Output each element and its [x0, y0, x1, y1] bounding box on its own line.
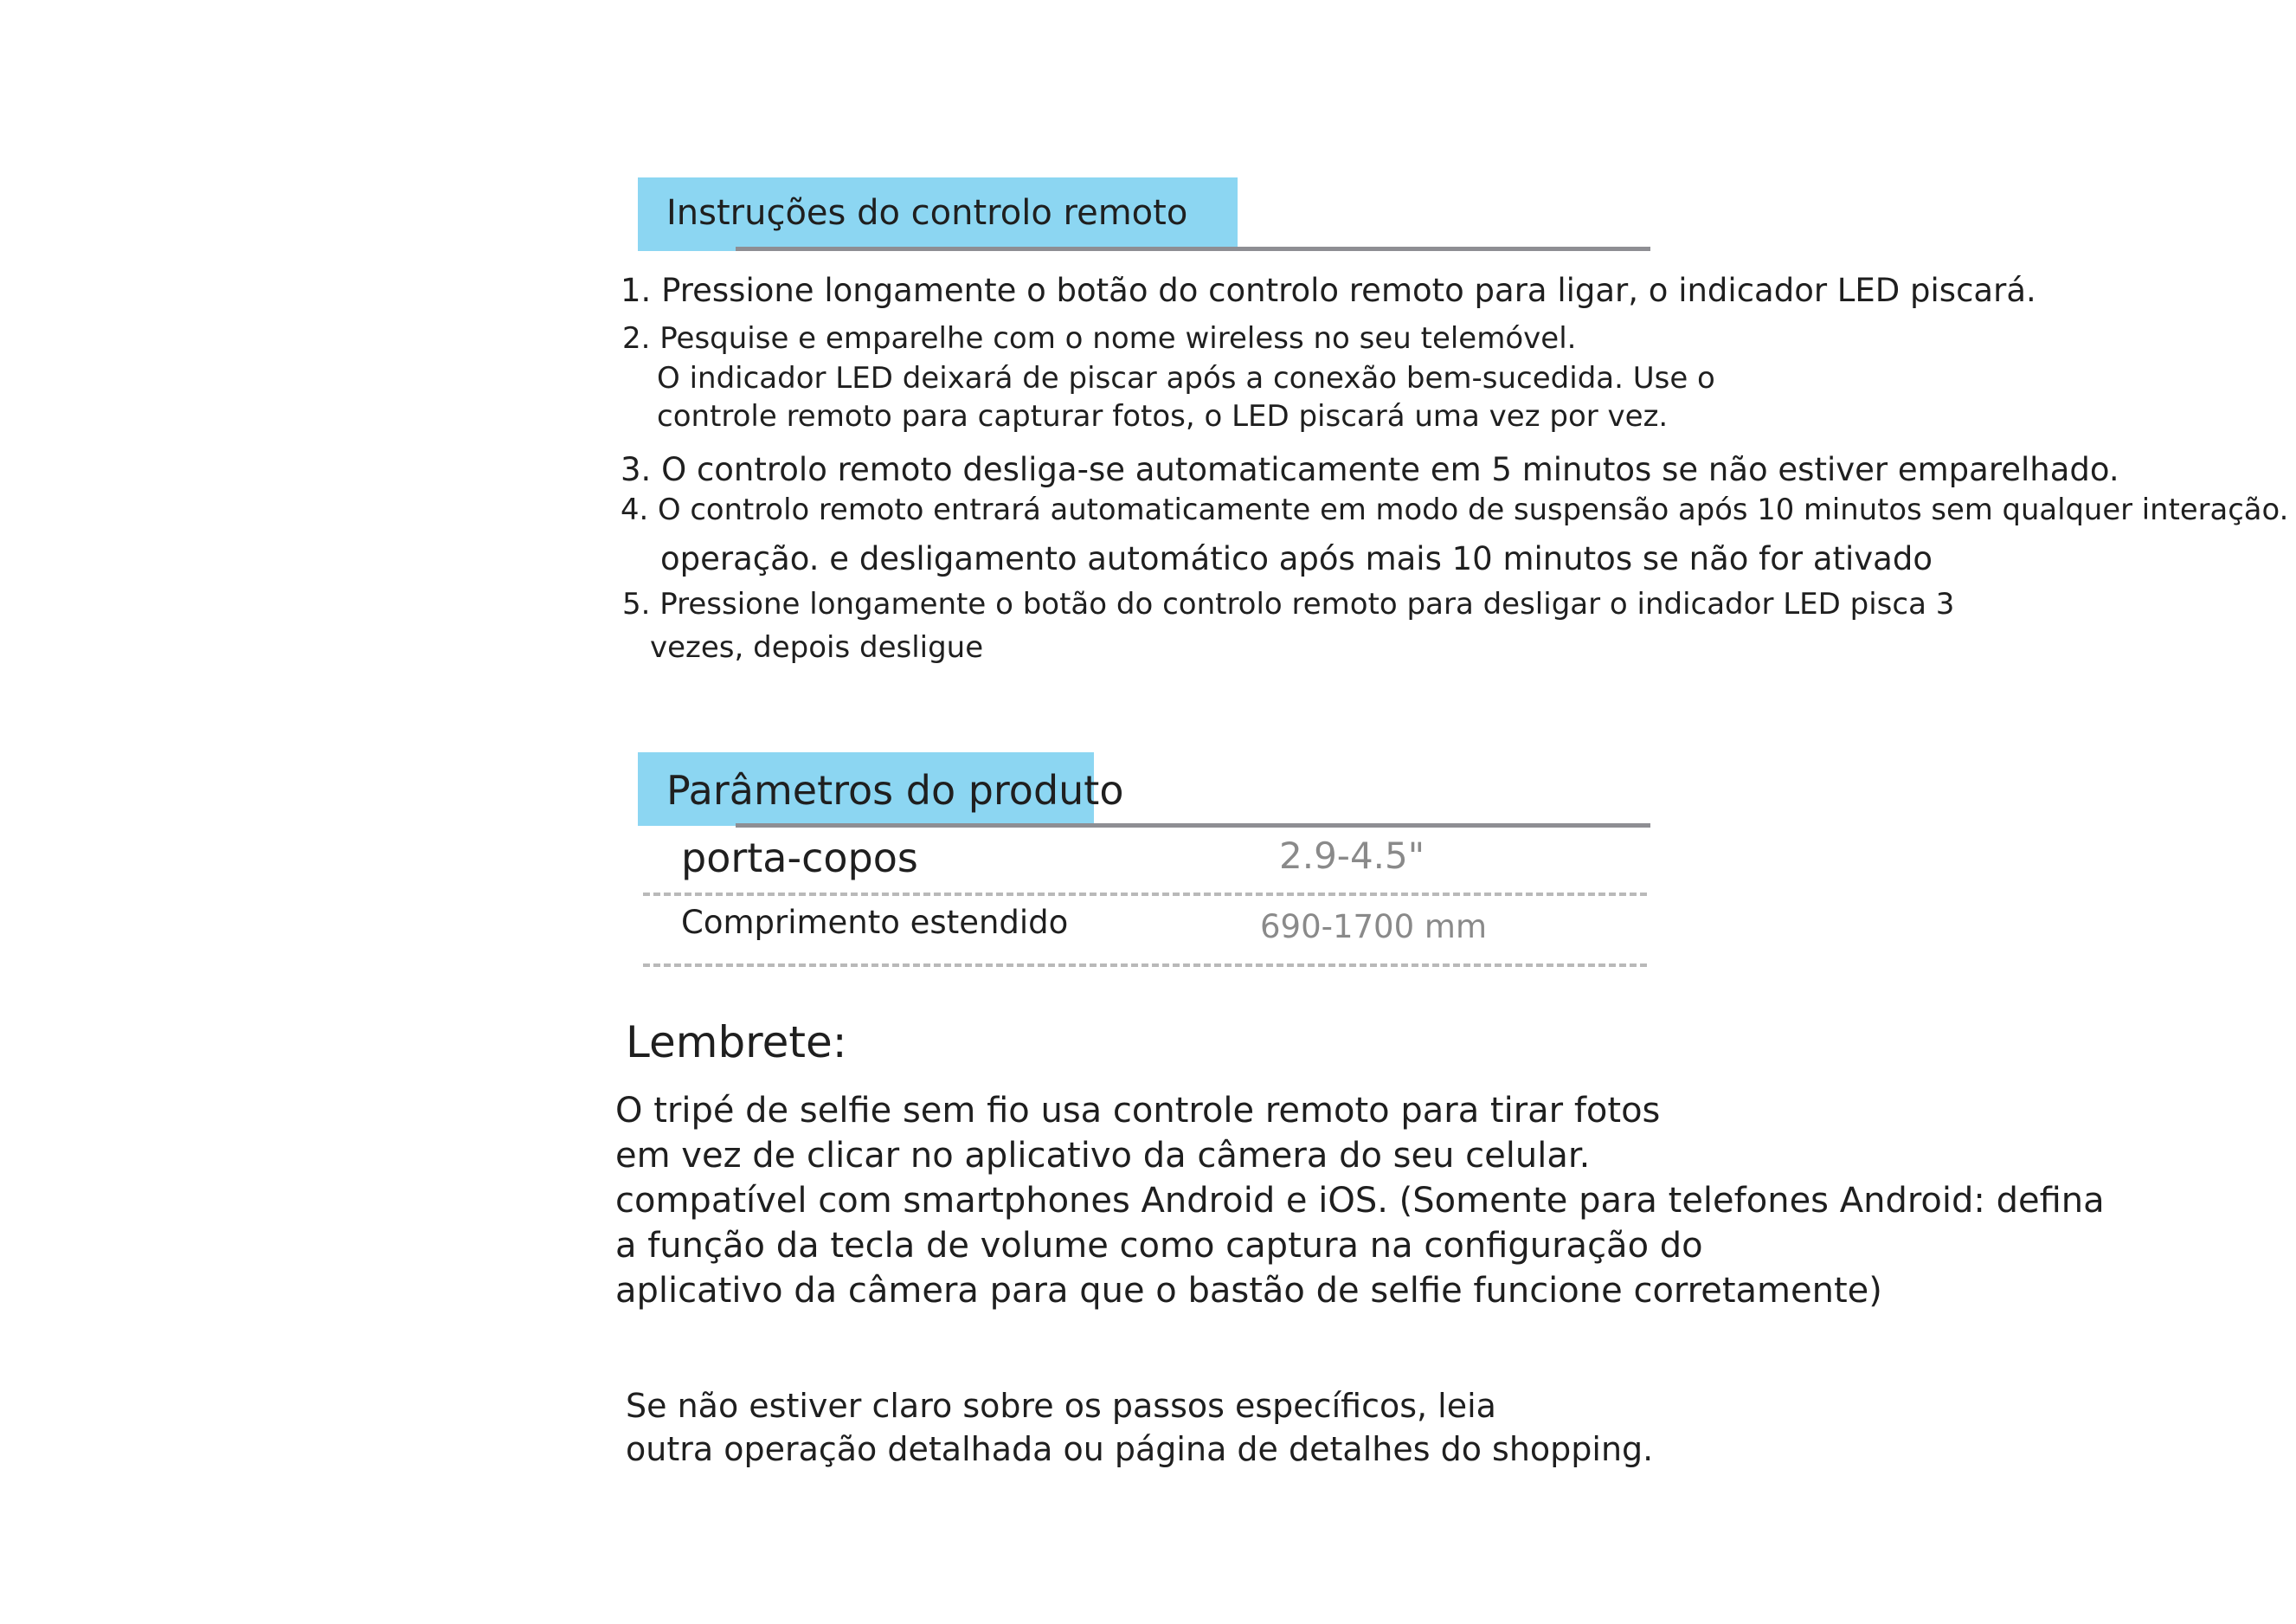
- instruction-item-3: 3. O controlo remoto desliga-se automaticamente em 5 minutos se não estiver emparelhado.: [621, 451, 2119, 488]
- instruction-item-4-line-2: operação. e desligamento automático após mais 10 minutos se não for ativado: [660, 540, 1933, 577]
- instructions-header-bar: [638, 177, 1238, 251]
- instructions-header-title: Instruções do controlo remoto: [666, 193, 1188, 233]
- param-value-cup-holder: 2.9-4.5": [1279, 835, 1425, 877]
- param-label-cup-holder: porta-copos: [681, 835, 918, 881]
- parameters-header-title: Parâmetros do produto: [666, 767, 1124, 814]
- instructions-header-rule: [736, 247, 1650, 251]
- instruction-item-2-line-2: O indicador LED deixará de piscar após a conexão bem-sucedida. Use o: [657, 361, 1715, 396]
- param-divider-1: [643, 893, 1647, 896]
- reminder-line-4: a função da tecla de volume como captura na configuração do: [615, 1226, 1703, 1266]
- instruction-item-5-line-2: vezes, depois desligue: [650, 630, 984, 665]
- note-line-1: Se não estiver claro sobre os passos específicos, leia: [626, 1387, 1496, 1425]
- instruction-item-5: 5. Pressione longamente o botão do controlo remoto para desligar o indicador LED pisca 3: [622, 587, 1955, 622]
- param-divider-2: [643, 963, 1647, 967]
- param-label-extended-length: Comprimento estendido: [681, 904, 1069, 941]
- reminder-line-1: O tripé de selfie sem fio usa controle remoto para tirar fotos: [615, 1091, 1661, 1131]
- parameters-header-rule: [736, 823, 1650, 828]
- instruction-item-2-line-3: controle remoto para capturar fotos, o LED piscará uma vez por vez.: [657, 399, 1669, 434]
- reminder-line-2: em vez de clicar no aplicativo da câmera do seu celular.: [615, 1136, 1591, 1176]
- instruction-item-4: 4. O controlo remoto entrará automaticamente em modo de suspensão após 10 minutos sem qualquer interação.: [621, 493, 2289, 526]
- reminder-line-5: aplicativo da câmera para que o bastão de selfie funcione corretamente): [615, 1271, 1882, 1311]
- reminder-title: Lembrete:: [626, 1017, 847, 1067]
- note-line-2: outra operação detalhada ou página de detalhes do shopping.: [626, 1430, 1654, 1468]
- param-value-extended-length: 690-1700 mm: [1260, 908, 1487, 945]
- instruction-item-2: 2. Pesquise e emparelhe com o nome wireless no seu telemóvel.: [622, 321, 1577, 356]
- parameters-header-bar: [638, 752, 1124, 826]
- instruction-item-1: 1. Pressione longamente o botão do controlo remoto para ligar, o indicador LED piscará.: [621, 272, 2036, 309]
- reminder-line-3: compatível com smartphones Android e iOS. (Somente para telefones Android: defina: [615, 1181, 2105, 1221]
